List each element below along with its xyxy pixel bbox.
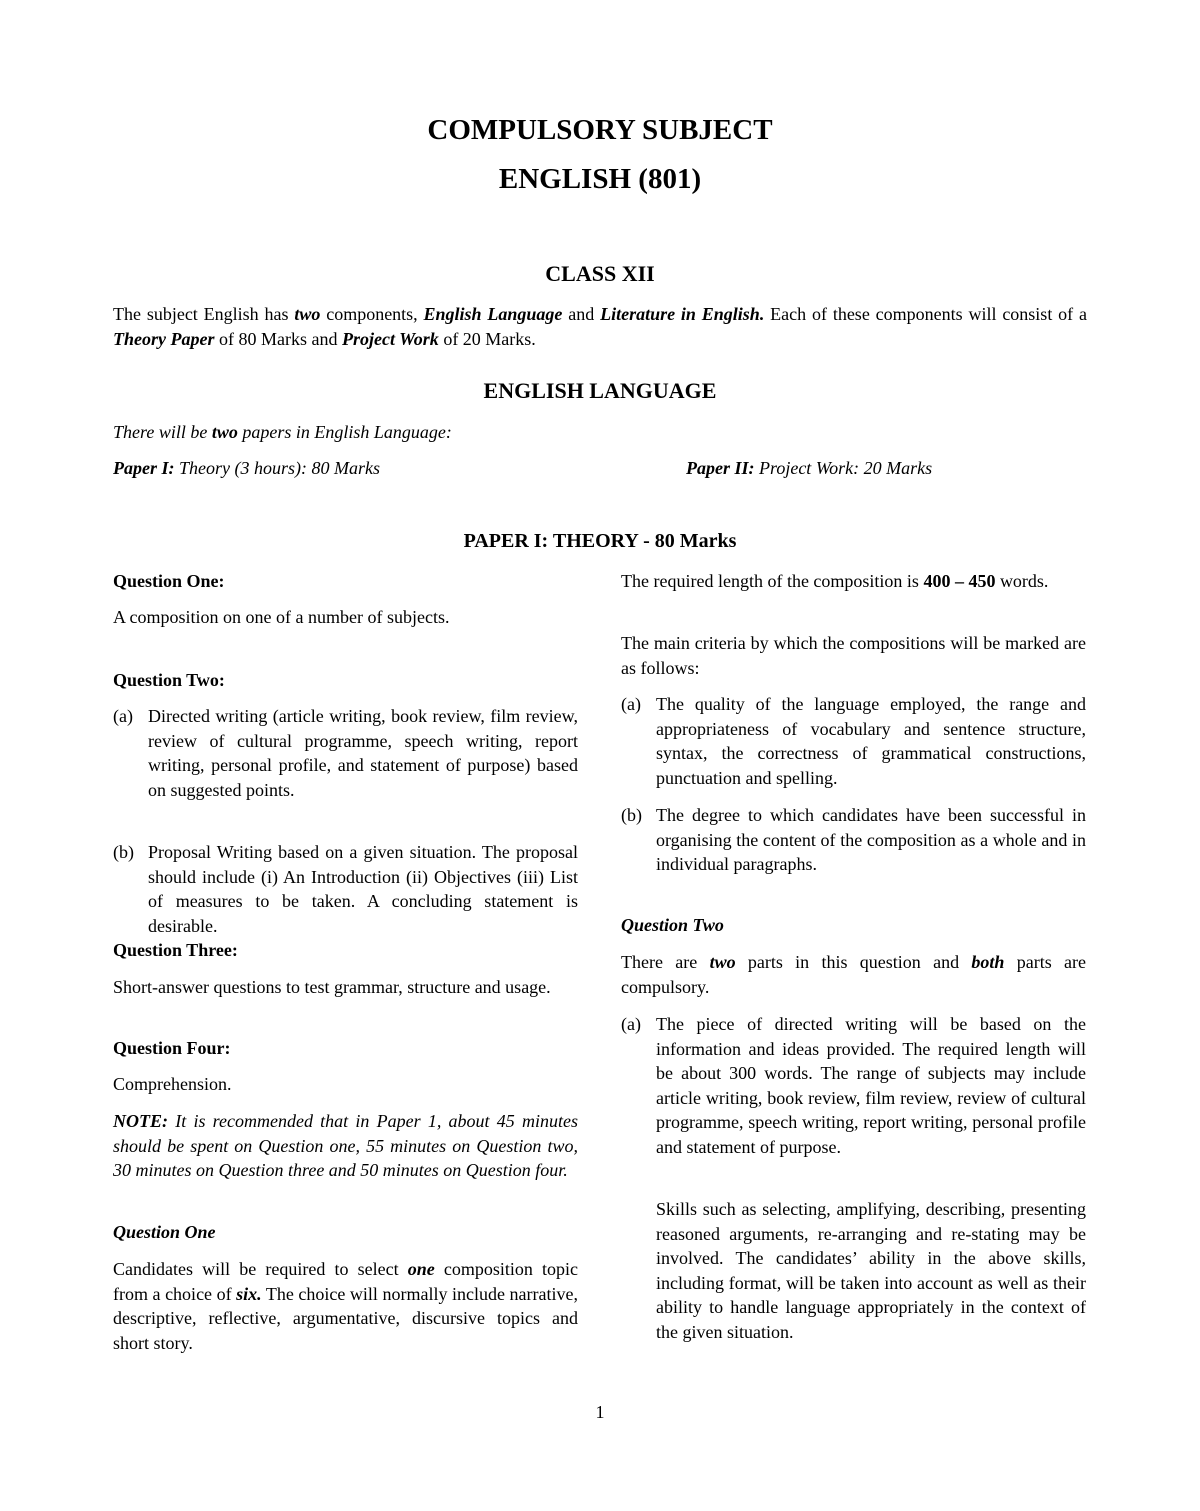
question-two-detail-heading: Question Two (621, 915, 724, 935)
intro-paragraph: The subject English has two components, English Language and Literature in English. Each of these components will consist of a Theory Paper of 80 Marks and Project Work of 20 Marks. (113, 304, 1087, 349)
list-item (621, 692, 1086, 790)
list-item (621, 1012, 1086, 1159)
paper-1-info: Paper I: Theory (3 hours): 80 Marks (113, 458, 380, 478)
page-number: 1 (595, 1402, 605, 1422)
english-language-heading: ENGLISH LANGUAGE (483, 378, 717, 403)
class-heading: CLASS XII (545, 261, 655, 286)
item-label: (a) (113, 706, 133, 726)
question-two-detail-text: There are two parts in this question and both parts are compulsory. (621, 952, 1086, 997)
list-item (113, 840, 578, 938)
item-label: (a) (621, 1014, 641, 1034)
item-text: The quality of the language employed, the range and appropriateness of vocabulary and sentence structure, syntax, the correctness of grammatical constructions, punctuation and spelling. (656, 694, 1086, 788)
item-text: The piece of directed writing will be based on the information and ideas provided. The required length will be about 300 words. The range of subjects may include article writing, book review, film review, review of cultural programme, speech writing, report writing, personal profile and statement of purpose. (656, 1014, 1086, 1157)
paper-2-info: Paper II: Project Work: 20 Marks (686, 458, 933, 478)
item-text: Proposal Writing based on a given situation. The proposal should include (i) An Introduction (ii) Objectives (iii) List of measures to be taken. A concluding statement is desirable. (148, 842, 578, 936)
list-item (113, 704, 578, 802)
question-four-heading: Question Four: (113, 1038, 231, 1058)
question-one-detail-text: Candidates will be required to select one composition topic from a choice of six. The choice will normally include narrative, descriptive, reflective, argumentative, discursive topics and short story. (113, 1259, 578, 1353)
item-label: (a) (621, 694, 641, 714)
list-item (621, 803, 1086, 877)
question-one-heading: Question One: (113, 571, 225, 591)
question-three-heading: Question Three: (113, 940, 238, 960)
time-note: NOTE: It is recommended that in Paper 1, about 45 minutes should be spent on Question one, 55 minutes on Question two, 30 minutes on Question three and 50 minutes on Question four. (113, 1111, 578, 1180)
skills-paragraph: Skills such as selecting, amplifying, describing, presenting reasoned arguments, re-arranging and re-stating may be involved. The candidates’ ability in the above skills, including format, will be taken into account as well as their ability to handle language appropriately in the context of the given situation. (656, 1199, 1086, 1342)
item-label: (b) (113, 842, 134, 862)
composition-length: The required length of the composition is 400 – 450 words. (621, 571, 1049, 591)
question-three-text: Short-answer questions to test grammar, structure and usage. (113, 977, 551, 997)
item-text: Directed writing (article writing, book review, film review, review of cultural programme, speech writing, report writing, personal profile, and statement of purpose) based on suggested points. (148, 706, 578, 800)
question-one-text: A composition on one of a number of subjects. (113, 607, 450, 627)
question-four-text: Comprehension. (113, 1074, 232, 1094)
question-two-heading: Question Two: (113, 670, 225, 690)
criteria-intro: The main criteria by which the compositions will be marked are as follows: (621, 633, 1086, 678)
item-text: The degree to which candidates have been successful in organising the content of the composition as a whole and in individual paragraphs. (656, 805, 1086, 874)
item-label: (b) (621, 805, 642, 825)
title-line-2: ENGLISH (801) (498, 163, 702, 195)
question-one-detail-heading: Question One (113, 1222, 216, 1242)
title-line-1: COMPULSORY SUBJECT (427, 114, 773, 146)
papers-intro: There will be two papers in English Language: (113, 422, 452, 442)
theory-heading: PAPER I: THEORY - 80 Marks (463, 530, 737, 552)
